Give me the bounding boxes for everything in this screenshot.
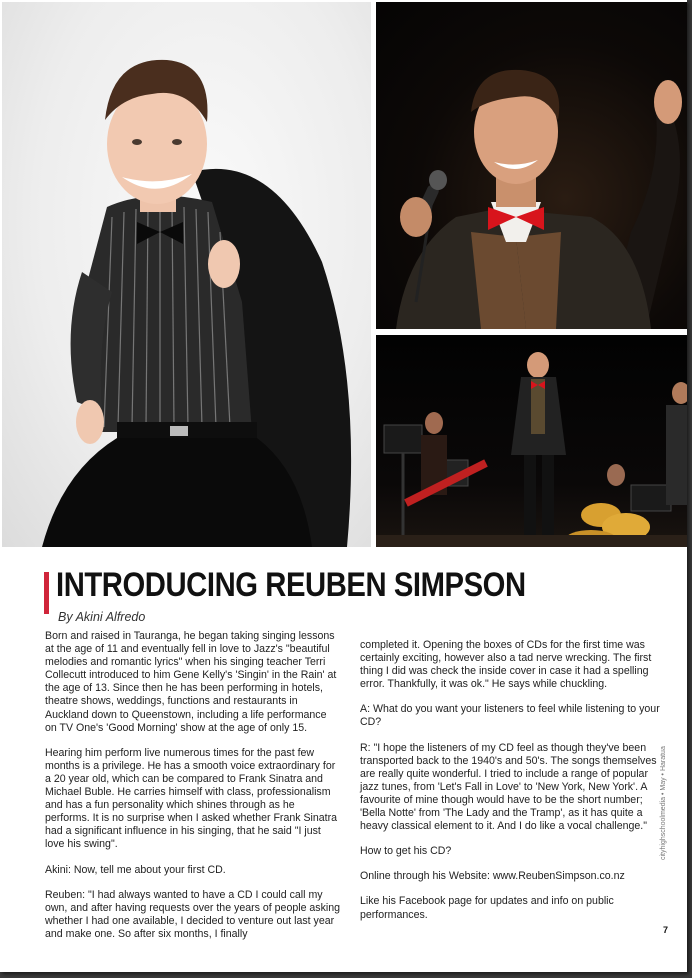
singer-closeup-illustration	[376, 2, 687, 329]
page-number: 7	[663, 925, 669, 935]
footer-side-text: cityhighschoolmedia • May • Haratua	[660, 746, 667, 860]
paragraph: Online through his Website: www.ReubenSimpson.co.nz	[360, 870, 625, 883]
band-stage-illustration	[376, 335, 687, 547]
paragraph: Hearing him perform live numerous times for the past few months is a privilege. He has a smooth voice extraordinary for a 20 year old, which can be compared to Frank Sinatra and Michael Buble. He carries himself with class, professionalism and has a fun personality which shines through as he performs. It is no surprise when I asked whether Frank Sinatra had a significant influence in his singing, that he said "I just love his swing".	[45, 746, 338, 851]
paragraph: Reuben: "I had always wanted to have a CD I could call my own, and after having requests over the years of people asking whether I had one available, I decided to venture out last year and make one. So after six months, I finally	[45, 888, 341, 940]
article-byline: By Akini Alfredo	[58, 610, 146, 624]
paragraph: Born and raised in Tauranga, he began taking singing lessons at the age of 11 and eventually fell in love to Jazz's "beautiful melodies and romantic lyrics" when his singing teacher Terri Collecutt introduced to him Gene Kelly's 'Singin' in the Rain' at the age of 13. Since then he has been performing in hotels, theatre shows, weddings, functions and restaurants in Auckland down to Queenstown, including a life performance on TV One's 'Good Morning' show at the age of only 15.	[45, 630, 337, 734]
article-column-1	[45, 630, 341, 953]
article-title: INTRODUCING REUBEN SIMPSON	[56, 566, 526, 604]
paragraph: completed it. Opening the boxes of CDs for the first time was certainly exciting, however also a tad nerve wrecking. The first thing I did was check the inside cover in case it had a spelling error. Thankfully, it was ok." He says while chuckling.	[360, 639, 652, 691]
article-column-2	[360, 639, 660, 934]
paragraph: A: What do you want your listeners to feel while listening to your CD?	[360, 703, 660, 729]
paragraph: How to get his CD?	[360, 845, 452, 858]
paragraph: R: "I hope the listeners of my CD feel as though they've been transported back to the 1940's and 50's. The songs themselves are really quite wonderful. I tried to include a range of popular jazz tunes, from 'Let's Fall in Love' to 'New York, New York'. A favourite of mine though would have to be the short number; 'Bella Notte' from 'The Lady and the Tramp', as it has quite a heavy classical element to it. And I do like a vocal challenge."	[360, 741, 657, 833]
singer-closeup-photo	[376, 2, 687, 329]
title-accent-bar	[44, 572, 49, 614]
paragraph: Akini: Now, tell me about your first CD.	[45, 863, 226, 876]
portrait-photo	[2, 2, 371, 547]
band-stage-photo	[376, 335, 687, 547]
paragraph: Like his Facebook page for updates and info on public performances.	[360, 895, 614, 921]
portrait-illustration	[2, 2, 371, 547]
